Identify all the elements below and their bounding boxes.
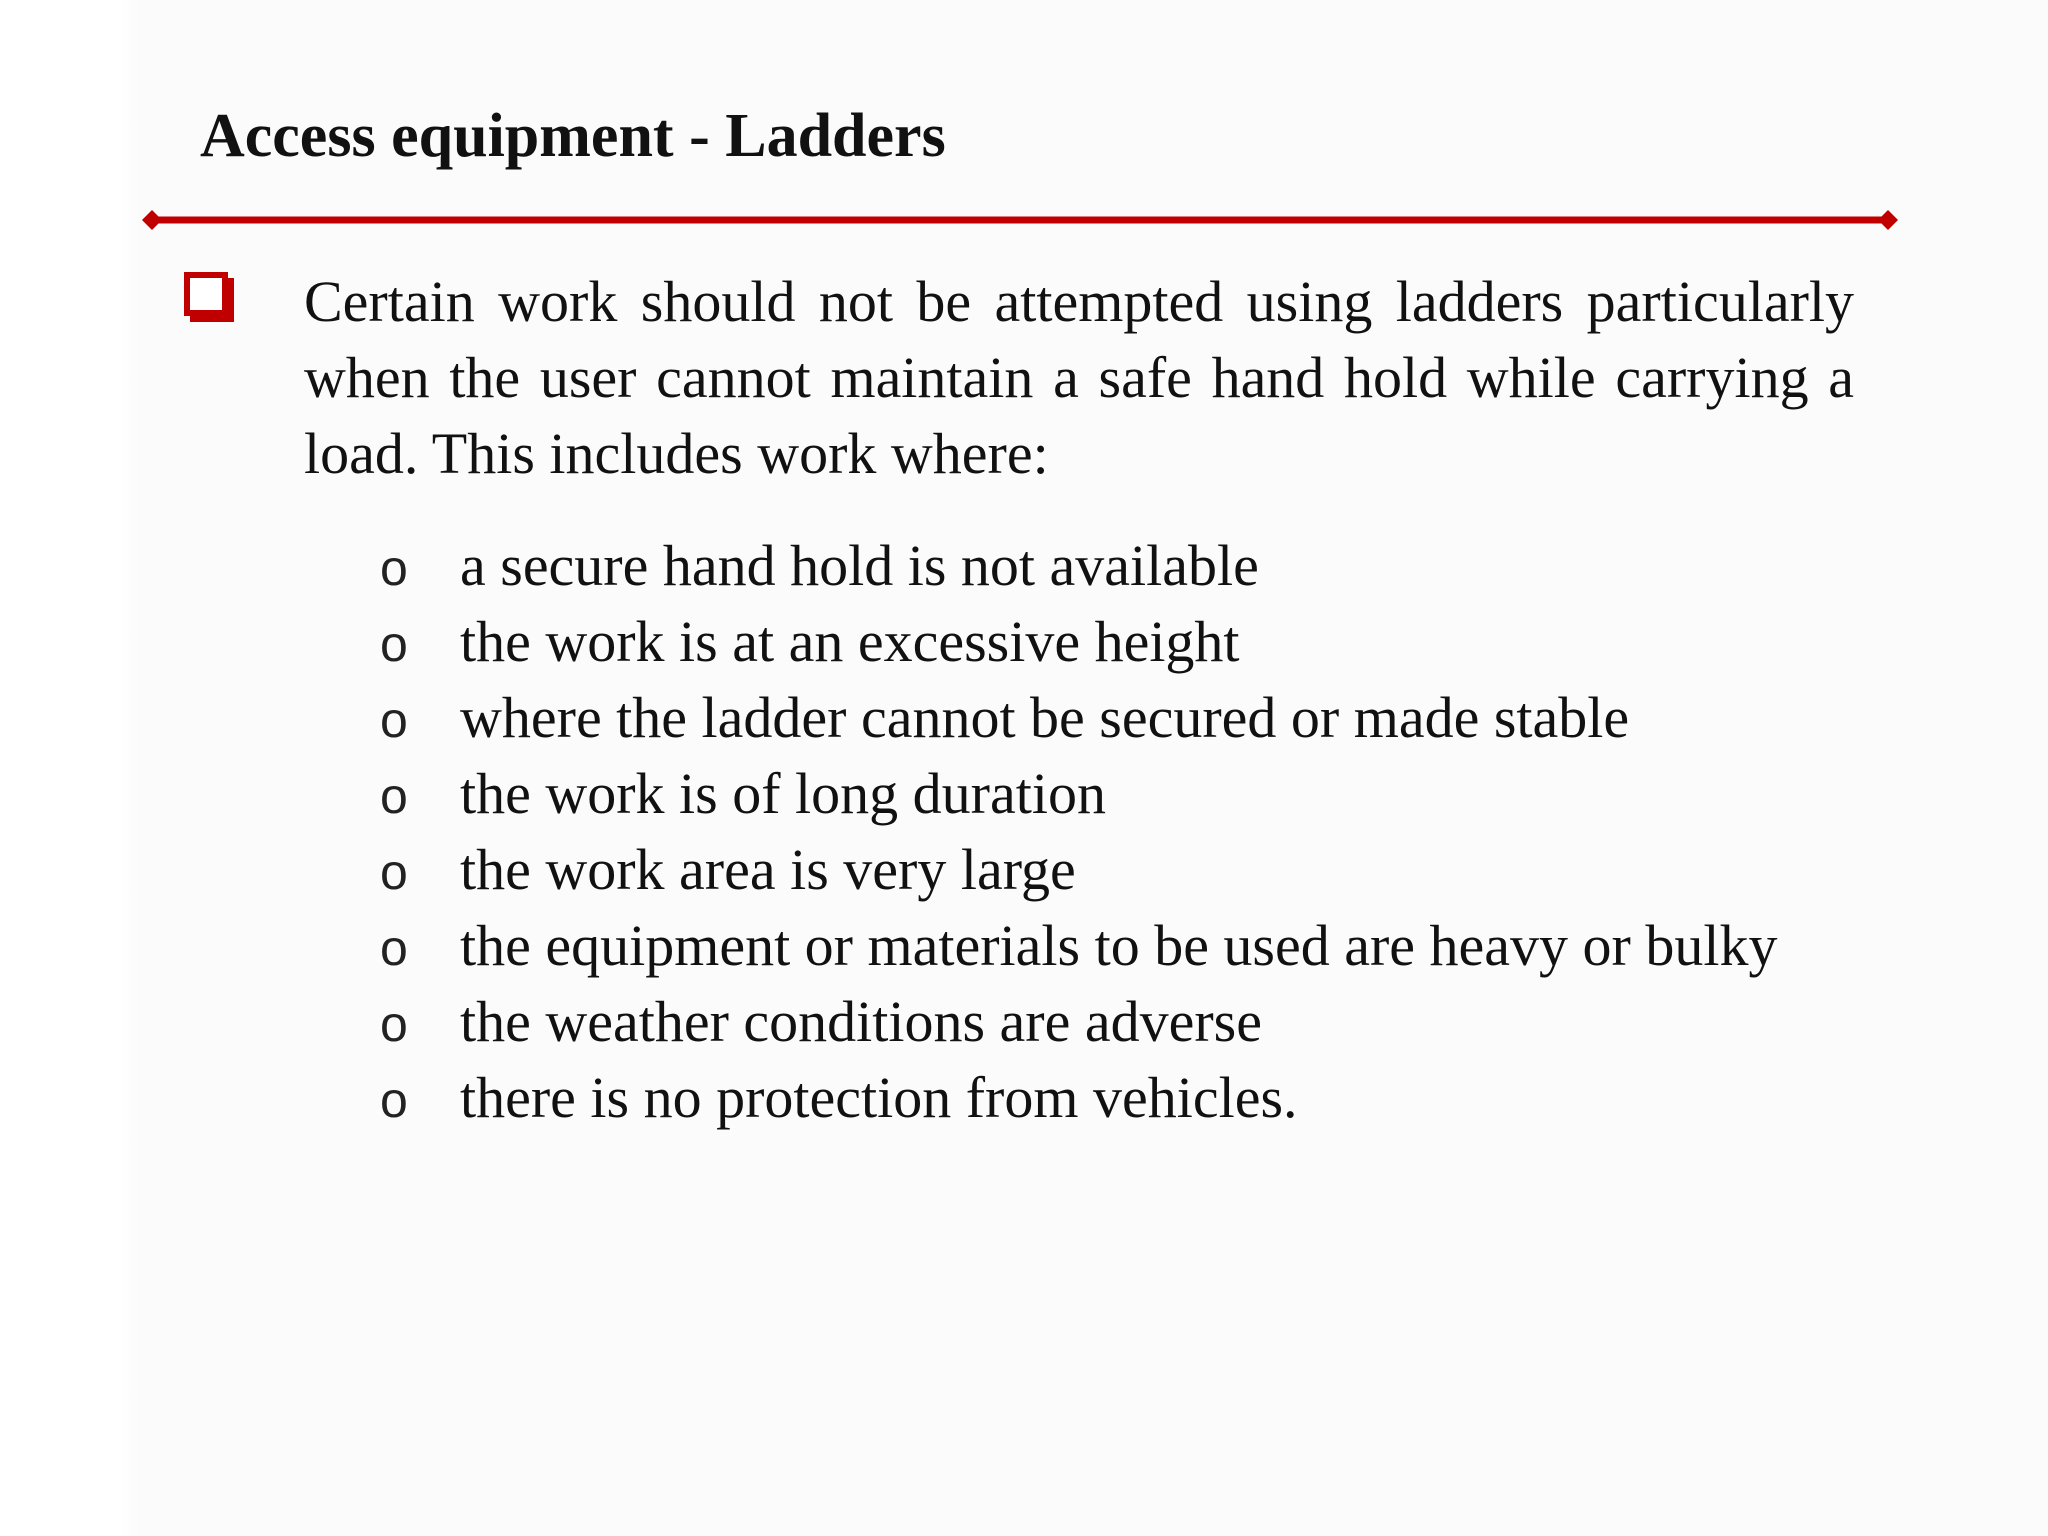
list-item — [380, 680, 1880, 756]
circle-bullet-icon: o — [380, 768, 408, 824]
main-bullet-text: Certain work should not be attempted using ladders particularly when the user cannot maintain a safe hand hold while carrying a load. This includes work where: — [304, 269, 1854, 486]
circle-bullet-icon: o — [380, 920, 408, 976]
circle-bullet-icon: o — [380, 692, 408, 748]
list-item — [380, 756, 1880, 832]
sub-bullet-list — [380, 528, 1880, 1136]
list-item-text: there is no protection from vehicles. — [460, 1065, 1298, 1130]
list-item-text: the work is at an excessive height — [460, 609, 1240, 674]
list-item-text: the work is of long duration — [460, 761, 1106, 826]
list-item-text: the work area is very large — [460, 837, 1076, 902]
list-item — [380, 528, 1880, 604]
diamond-icon — [142, 210, 162, 230]
circle-bullet-icon: o — [380, 540, 408, 596]
list-item-text: the weather conditions are adverse — [460, 989, 1262, 1054]
circle-bullet-icon: o — [380, 616, 408, 672]
list-item — [380, 832, 1880, 908]
list-item — [380, 604, 1880, 680]
list-item — [380, 1060, 1880, 1136]
title-divider — [140, 206, 1900, 234]
circle-bullet-icon: o — [380, 844, 408, 900]
list-item-text: where the ladder cannot be secured or made stable — [460, 685, 1630, 750]
diamond-icon — [1878, 210, 1898, 230]
list-item — [380, 984, 1880, 1060]
circle-bullet-icon: o — [380, 1072, 408, 1128]
circle-bullet-icon: o — [380, 996, 408, 1052]
list-item-text: the equipment or materials to be used are heavy or bulky — [460, 913, 1778, 978]
hollow-square-bullet-icon — [180, 268, 238, 326]
slide-title: Access equipment - Ladders — [200, 102, 946, 170]
list-item-text: a secure hand hold is not available — [460, 533, 1259, 598]
list-item — [380, 908, 1880, 984]
